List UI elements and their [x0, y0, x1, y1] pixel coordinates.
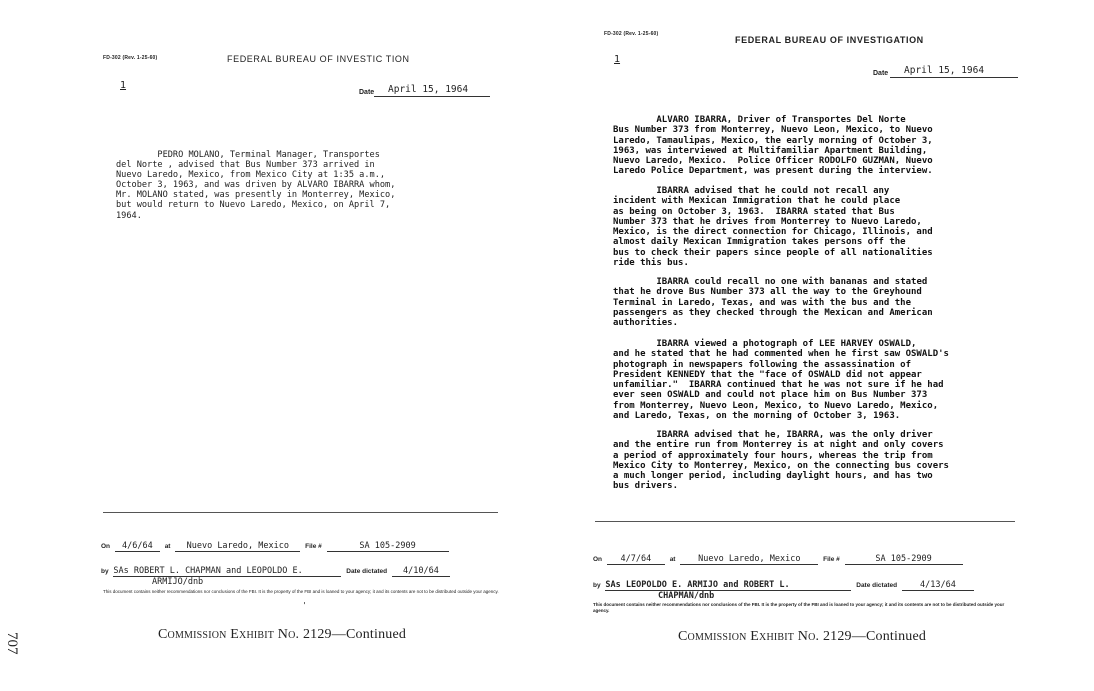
exhibit-prefix: Commission Exhibit No. — [158, 627, 300, 642]
date-label: Date — [359, 89, 375, 96]
footer-rule — [595, 521, 1015, 522]
statement-paragraph-1: ALVARO IBARRA, Driver of Transportes Del Norte Bus Number 373 from Monterrey, Nuevo Leon, Mexico, to Nuevo Laredo, Tamaulipas, Mexico, the early morning of October 3, 1963, was interviewed at Multifamiliar Apartment Building, Nuevo Laredo, Mexico. Police Officer RODOLFO GUZMAN, Nuevo Laredo Police Department, was present during the interview. — [613, 115, 933, 177]
file-label: File # — [305, 543, 322, 550]
volume-page-number: 707 — [4, 632, 20, 655]
footer-rule — [103, 512, 498, 513]
statement-paragraph-3: IBARRA could recall no one with bananas and stated that he drove Bus Number 373 all the way to the Greyhound Terminal in Laredo, Texas, and was with the bus and the passengers as they checked through the Mexican and American authorities. — [613, 277, 933, 329]
date-label: Date — [873, 70, 889, 77]
interview-date: 4/7/64 — [607, 554, 665, 565]
exhibit-prefix: Commission Exhibit No. — [678, 629, 820, 644]
page-number: 1 — [120, 80, 127, 91]
date-value: April 15, 1964 — [374, 84, 490, 97]
exhibit-number: 2129 — [302, 627, 332, 642]
agency-heading: FEDERAL BUREAU OF INVESTIGATION — [735, 35, 924, 45]
dictated-label: Date dictated — [856, 582, 898, 589]
file-number: SA 105-2909 — [845, 554, 963, 565]
page-number: 1 — [614, 54, 621, 65]
file-number: SA 105-2909 — [327, 541, 449, 552]
exhibit-suffix: —Continued — [851, 629, 927, 644]
exhibit-number: 2129 — [822, 629, 852, 644]
statement-body: PEDRO MOLANO, Terminal Manager, Transportes del Norte , advised that Bus Number 373 arrived in Nuevo Laredo, Mexico, from Mexico City at 1:35 a.m., October 3, 1963, and was driven by ALVARO IBARRA whom, Mr. MOLANO stated, was presently in Monterrey, Mexico, but would return to Nuevo Laredo, Mexico, on April 7, 1964. — [116, 150, 396, 221]
interview-location: Nuevo Laredo, Mexico — [680, 554, 818, 565]
disclaimer: This document contains neither recommendations nor conclusions of the FBI. It is the property of the FBI and is loaned to your agency; it and its contents are not to be distributed outside your agency. — [103, 589, 499, 594]
interview-line — [101, 541, 449, 552]
by-label: by — [593, 582, 601, 589]
dictated-date: 4/10/64 — [392, 566, 450, 577]
on-label: On — [101, 543, 111, 550]
interview-date: 4/6/64 — [115, 541, 160, 552]
stray-mark: ' — [302, 601, 307, 610]
agents-names: SAs ROBERT L. CHAPMAN and LEOPOLDO E. — [113, 566, 341, 577]
file-label: File # — [823, 556, 840, 563]
agents-continued: ARMIJO/dnb — [152, 577, 204, 587]
agents-continued: CHAPMAN/dnb — [658, 591, 715, 601]
statement-paragraph-2: IBARRA advised that he could not recall any incident with Mexican Immigration that he could place as being on October 3, 1963. IBARRA stated that Bus Number 373 that he drives from Monterrey to Nuevo Laredo, Mexico, is the direct connection for Chicago, Illinois, and almost daily Mexican Immigration takes persons off the bus to check their papers since people of all nationalities ride this bus. — [613, 186, 933, 269]
interview-location: Nuevo Laredo, Mexico — [175, 541, 300, 552]
form-number: FD-302 (Rev. 1-25-60) — [103, 55, 158, 61]
right-page — [547, 0, 1094, 691]
at-label: at — [164, 543, 171, 550]
statement-paragraph-5: IBARRA advised that he, IBARRA, was the only driver and the entire run from Monterrey is at night and only covers a period of approximately four hours, whereas the trip from Mexico City to Monterrey, Mexico, on the connecting bus covers a much longer period, including daylight hours, and has two bus drivers. — [613, 430, 949, 492]
form-number: FD-302 (Rev. 1-25-60) — [604, 31, 659, 37]
agents-line — [593, 580, 974, 591]
date-value: April 15, 1964 — [890, 65, 1018, 78]
dictated-label: Date dictated — [346, 568, 388, 575]
agency-heading: FEDERAL BUREAU OF INVESTIC TION — [227, 54, 410, 64]
agents-line — [101, 566, 450, 577]
dictated-date: 4/13/64 — [902, 580, 974, 591]
exhibit-caption — [678, 629, 926, 645]
statement-paragraph-4: IBARRA viewed a photograph of LEE HARVEY OSWALD, and he stated that he had commented when he first saw OSWALD's photograph in newspapers following the assassination of President KENNEDY that the "face of OSWALD did not appear unfamiliar." IBARRA continued that he was not sure if he had ever seen OSWALD and could not place him on Bus Number 373 from Monterrey, Nuevo Leon, Mexico, to Nuevo Laredo, Mexico, and Laredo, Texas, on the morning of October 3, 1963. — [613, 339, 949, 422]
by-label: by — [101, 568, 109, 575]
on-label: On — [593, 556, 603, 563]
exhibit-suffix: —Continued — [331, 627, 407, 642]
interview-line — [593, 554, 963, 565]
disclaimer: This document contains neither recommendations nor conclusions of the FBI. It is the property of the FBI and is loaned to your agency; it and its contents are not to be distributed outside your agency. — [593, 602, 1005, 613]
at-label: at — [669, 556, 676, 563]
agents-names: SAs LEOPOLDO E. ARMIJO and ROBERT L. — [605, 580, 851, 591]
exhibit-caption — [158, 627, 406, 643]
